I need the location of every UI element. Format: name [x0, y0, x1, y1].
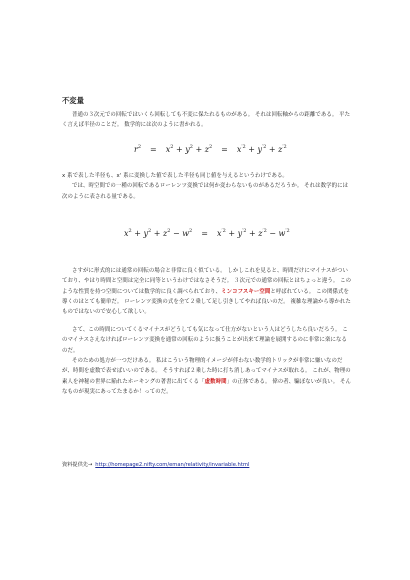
minkowski-space-term: ミンコフスキー空間	[221, 288, 271, 295]
equation-radius: $r^2 = x^2 + y^2 + z^2 = x^{'2} + y^{'2} + z^{'2}$	[134, 144, 287, 154]
paragraph-minkowski-b: と呼ばれている。 この関係式を導くのはとても簡単だ。 ローレンツ変換の式を全て２乗して足し引きしてやれば良いのだ。 複雑な理論から導かれたものではないので安心して欲しい。	[62, 288, 351, 316]
paragraph-transition-a: x 系で表した半径も、x' 系に変換した値で表した半径も同じ値を与えるというわけである。	[62, 173, 288, 179]
paragraph-imaginary-a: そのための処方が一つだけある。 私はこういう物理的イメージが伴わない数学的トリックが非常に嫌いなのだが、時間を虚数で表せばいいのである。 そうすれば２乗した時に打ち消しあってマイナスが取れる。 これが、物理の素人を神秘の世界に陥れたホーキングの著書に出てくる「	[62, 358, 351, 385]
source-label: 資料提供先→	[62, 462, 93, 468]
paragraph-transition	[62, 171, 352, 202]
source-link[interactable]: http://homepage2.nifty.com/eman/relativity/invariable.html	[95, 462, 250, 468]
imaginary-time-term: 虚数時間	[204, 378, 227, 385]
page-title: 不変量	[62, 96, 85, 105]
paragraph-minus-sign	[62, 325, 352, 356]
paragraph-transition-b: では、時空間での一種の回転であるローレンツ変換では何か変わらないものがあるだろうか。 それは数学的には次のように表される量である。	[62, 183, 349, 200]
paragraph-minkowski-a: さすがに形式的には通常の回転の場合と非常に良く似ている。 しかしこれを見ると、時間だけにマイナスがついており、やはり時間と空間は完全に同等というわけではなさそうだ。 ３次元での通常の回転とはちょっと違う。 このような性質を持つ空間については数学的に良く調べられており、	[62, 268, 352, 295]
paragraph-minus-sign-text: さて、この時間についてくるマイナスがどうしても気になって仕方がないという人はどうしたら良いだろう。 このマイナスさえなければローレンツ変換を通常の回転のように扱うことが出来て理論を展開するのに非常に楽になるのだ。	[62, 327, 348, 354]
paragraph-imaginary-time	[62, 356, 352, 397]
equation-invariant: $x^2 + y^2 + z^2 - w^2 = x^{'2} + y^{'2} + z^{'2} - w^{'2}$	[124, 228, 290, 238]
paragraph-imaginary-b: 」の正体である。 偉の者、騙ぼないが良い。 そんなものが現実にあってたまるか！ってのだ。	[62, 378, 351, 395]
paragraph-intro-text: 普通の３次元での回転ではいくら回転しても不変に保たれるものがある。 それは回転軸からの距離である。 平たく言えば半径のことだ。 数学的には次のように書かれる。	[62, 112, 351, 129]
source-credit	[62, 461, 249, 468]
paragraph-intro	[62, 110, 352, 131]
paragraph-minkowski	[62, 266, 352, 317]
